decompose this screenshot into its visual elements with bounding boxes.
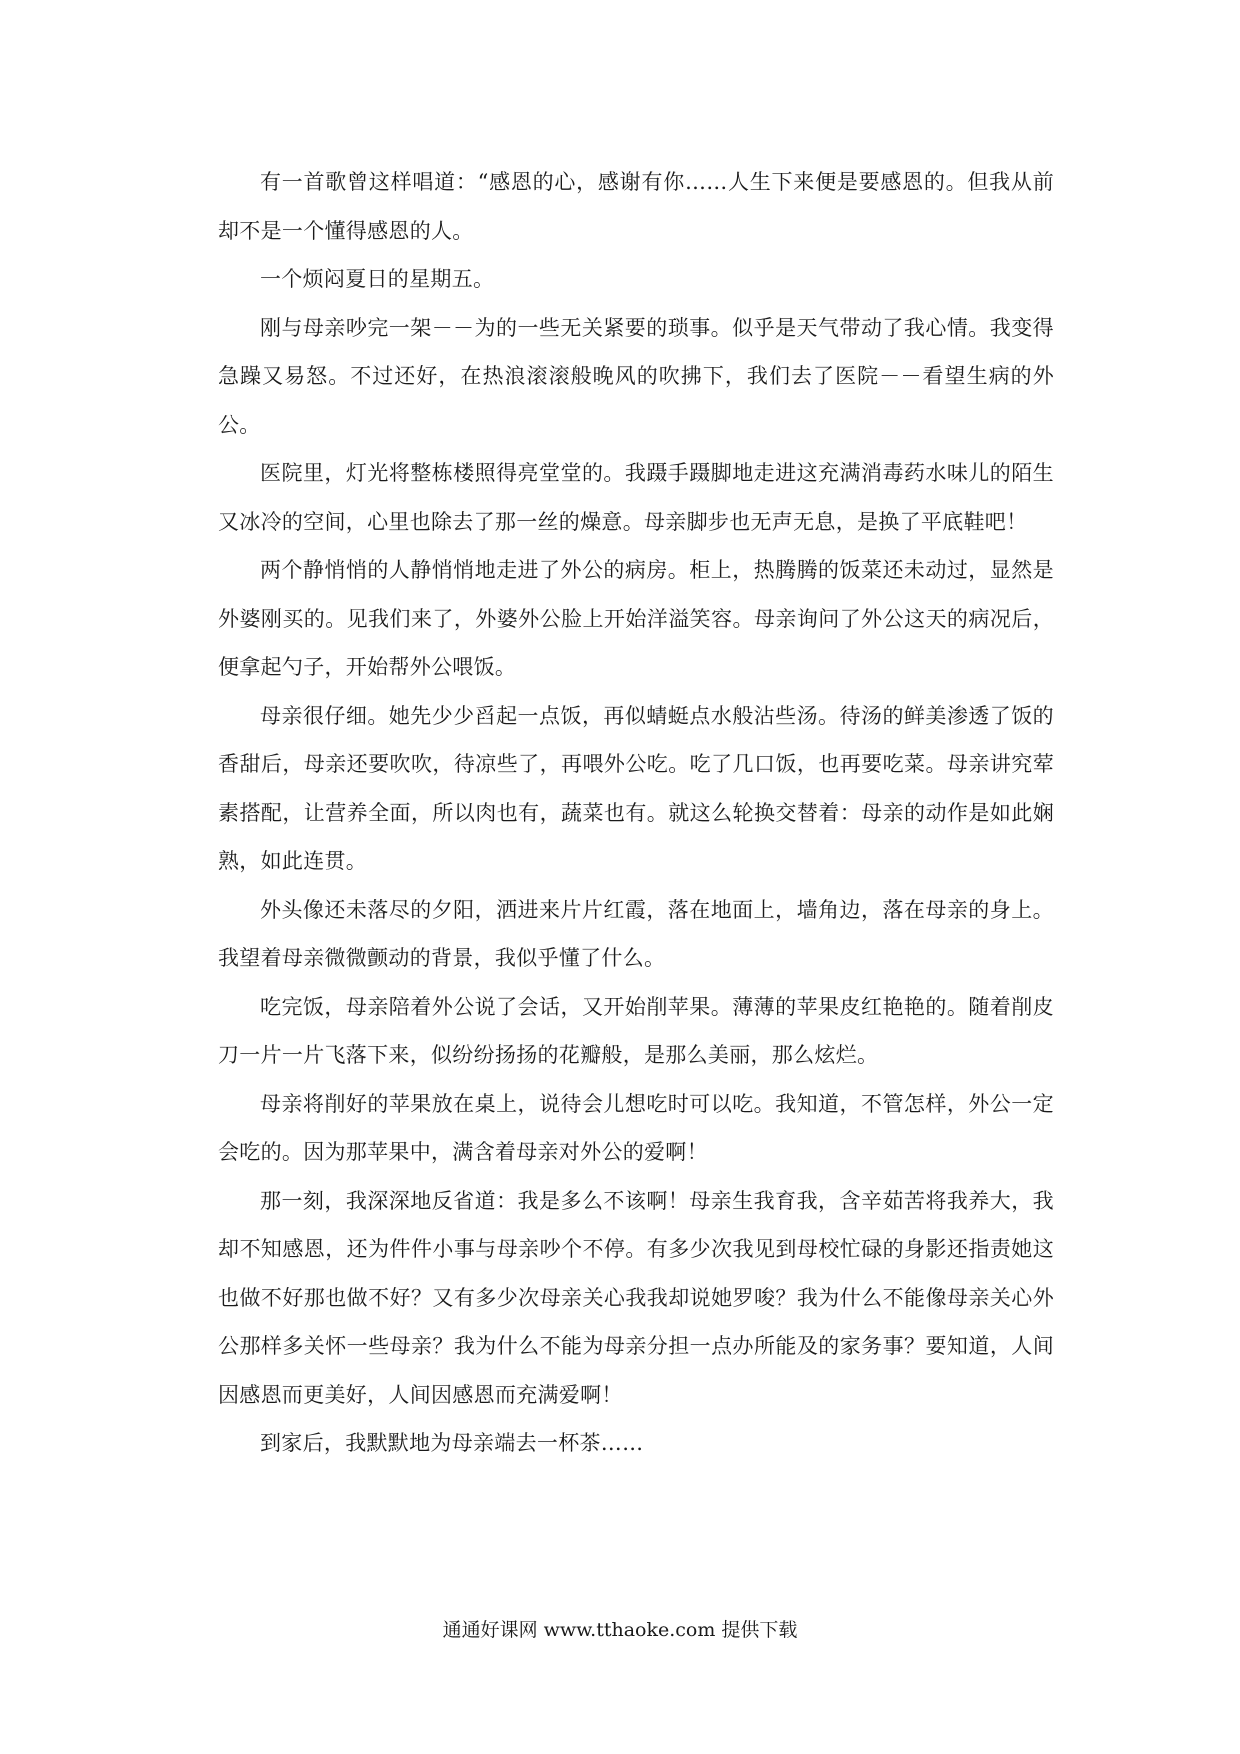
paragraph-1: 有一首歌曾这样唱道：“感恩的心，感谢有你……人生下来便是要感恩的。但我从前却不是一个懂得感恩的人。: [218, 170, 1054, 243]
paragraph-8: 吃完饭，母亲陪着外公说了会话，又开始削苹果。薄薄的苹果皮红艳艳的。随着削皮刀一片一片飞落下来，似纷纷扬扬的花瓣般，是那么美丽，那么炫烂。: [218, 994, 1054, 1067]
paragraph-10: 那一刻，我深深地反省道：我是多么不该啊！母亲生我育我，含辛茹苦将我养大，我却不知感恩，还为件件小事与母亲吵个不停。有多少次我见到母校忙碌的身影还指责她这也做不好那也做不好？又有多少次母亲关心我我却说她罗唆？我为什么不能像母亲关心外公那样多关怀一些母亲？我为什么不能为母亲分担一点办所能及的家务事？要知道，人间因感恩而更美好，人间因感恩而充满爱啊！: [218, 1188, 1054, 1407]
paragraph-9: 母亲将削好的苹果放在桌上，说待会儿想吃时可以吃。我知道，不管怎样，外公一定会吃的。因为那苹果中，满含着母亲对外公的爱啊！: [218, 1091, 1054, 1164]
page-footer: 通通好课网 www.tthaoke.com 提供下载: [442, 1619, 798, 1641]
paragraph-4: 医院里，灯光将整栋楼照得亮堂堂的。我蹑手蹑脚地走进这充满消毒药水味儿的陌生又冰冷的空间，心里也除去了那一丝的燥意。母亲脚步也无声无息，是换了平底鞋吧！: [218, 461, 1054, 534]
essay-body: [218, 158, 1054, 1468]
paragraph-7: 外头像还未落尽的夕阳，洒进来片片红霞，落在地面上，墙角边，落在母亲的身上。我望着母亲微微颤动的背景，我似乎懂了什么。: [218, 897, 1054, 970]
paragraph-6: 母亲很仔细。她先少少舀起一点饭，再似蜻蜓点水般沾些汤。待汤的鲜美渗透了饭的香甜后，母亲还要吹吹，待凉些了，再喂外公吃。吃了几口饭，也再要吃菜。母亲讲究荤素搭配，让营养全面，所以肉也有，蔬菜也有。就这么轮换交替着：母亲的动作是如此娴熟，如此连贯。: [218, 703, 1054, 873]
paragraph-5: 两个静悄悄的人静悄悄地走进了外公的病房。柜上，热腾腾的饭菜还未动过，显然是外婆刚买的。见我们来了，外婆外公脸上开始洋溢笑容。母亲询问了外公这天的病况后，便拿起勺子，开始帮外公喂饭。: [218, 558, 1054, 679]
paragraph-11: 到家后，我默默地为母亲端去一杯茶……: [260, 1431, 644, 1455]
paragraph-2: 一个烦闷夏日的星期五。: [260, 267, 495, 291]
paragraph-3: 刚与母亲吵完一架－－为的一些无关紧要的琐事。似乎是天气带动了我心情。我变得急躁又易怒。不过还好，在热浪滚滚般晚风的吹拂下，我们去了医院－－看望生病的外公。: [218, 315, 1054, 437]
